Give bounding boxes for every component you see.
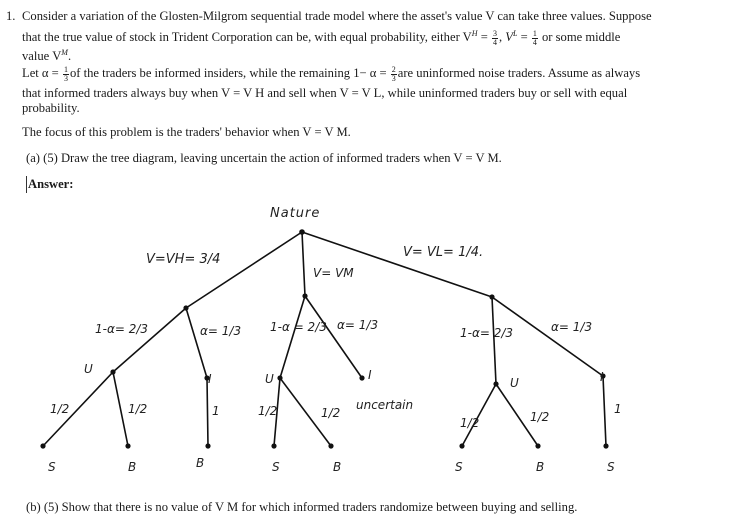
right-informed-prob: α= 1/3: [551, 320, 593, 334]
problem-text-2a: that the true value of stock in Trident Corporation can be, with equal probability, either V: [22, 30, 472, 45]
leaf-3: B: [196, 456, 205, 470]
left-branch-label: V=VH= 3/4: [146, 252, 221, 267]
root-label: Nature: [270, 206, 321, 221]
right-u-sell-prob: 1/2: [460, 416, 480, 430]
middle-i-node: I: [368, 368, 372, 382]
fraction-vh: $\frac{3}{4}$: [492, 28, 497, 47]
problem-line-5: that informed traders always buy when V = V H and sell when V = V L, while uninformed traders buy or sell with equal: [22, 86, 628, 100]
focus-line: The focus of this problem is the traders' behavior when V = V M.: [22, 125, 351, 139]
middle-branch-label: V= VM: [313, 266, 354, 280]
leaf-1: S: [48, 460, 56, 474]
left-u-sell-prob: 1/2: [50, 402, 70, 416]
leaf-8: S: [607, 460, 615, 474]
leaf-5: B: [333, 460, 342, 474]
left-informed-prob: α= 1/3: [200, 324, 242, 338]
problem-text-1: Consider a variation of the Glosten-Milgrom sequential trade model where the asset's value V can take three values. Suppose: [22, 9, 652, 23]
left-u-node: U: [84, 362, 93, 376]
problem-number: 1.: [6, 9, 16, 23]
problem-text-2b: or some middle: [541, 30, 621, 45]
fraction-vl: $\frac{1}{4}$: [532, 28, 537, 47]
edge-root-left: [186, 232, 302, 308]
right-u-buy-prob: 1/2: [530, 410, 550, 424]
problem-line-4: Let α = $\frac{1}{3}$ of the traders be informed insiders, while the remaining 1− α = $\frac{2}{3}$ are uninformed noise traders. Assume as always: [22, 64, 641, 83]
leaf-7: B: [536, 460, 545, 474]
middle-informed-prob: α= 1/3: [337, 318, 379, 332]
root-node: [299, 229, 305, 235]
leaf-2: B: [128, 460, 137, 474]
leaf-4: S: [272, 460, 280, 474]
edge-root-right: [302, 232, 492, 297]
leaf-6: S: [455, 460, 463, 474]
right-i-prob: 1: [614, 402, 622, 416]
middle-uninformed-prob: 1-α = 2/3: [270, 320, 327, 334]
edge-root-middle: [302, 232, 305, 296]
left-uninformed-prob: 1-α= 2/3: [95, 322, 149, 336]
problem-line-6: probability.: [22, 101, 80, 115]
left-i-node: I: [208, 372, 212, 386]
left-i-prob: 1: [212, 404, 220, 418]
middle-u-node: U: [265, 372, 274, 386]
right-u-node: U: [510, 376, 519, 390]
part-b: (b) (5) Show that there is no value of V M for which informed traders randomize between buying and selling.: [26, 500, 578, 514]
middle-i-note: uncertain: [356, 398, 414, 412]
fraction-alpha: $\frac{1}{3}$: [63, 64, 68, 83]
right-branch-label: V= VL= 1/4.: [403, 245, 484, 260]
right-uninformed-prob: 1-α= 2/3: [460, 326, 514, 340]
left-u-buy-prob: 1/2: [128, 402, 148, 416]
middle-u-sell-prob: 1/2: [258, 404, 278, 418]
middle-u-buy-prob: 1/2: [321, 406, 341, 420]
problem-line-2: that the true value of stock in Trident Corporation can be, with equal probability, either $V^H$ = $\frac{3}{4}$ , $V^L$ = $\frac{1}{4}$ or some middle: [22, 28, 621, 47]
part-a: (a) (5) Draw the tree diagram, leaving uncertain the action of informed traders when V = V M.: [26, 151, 502, 165]
right-i-node: I: [600, 370, 604, 384]
fraction-one-minus-alpha: $\frac{2}{3}$: [391, 64, 396, 83]
problem-line-3: value $V^M$.: [22, 48, 72, 64]
answer-label: Answer:: [28, 177, 74, 191]
